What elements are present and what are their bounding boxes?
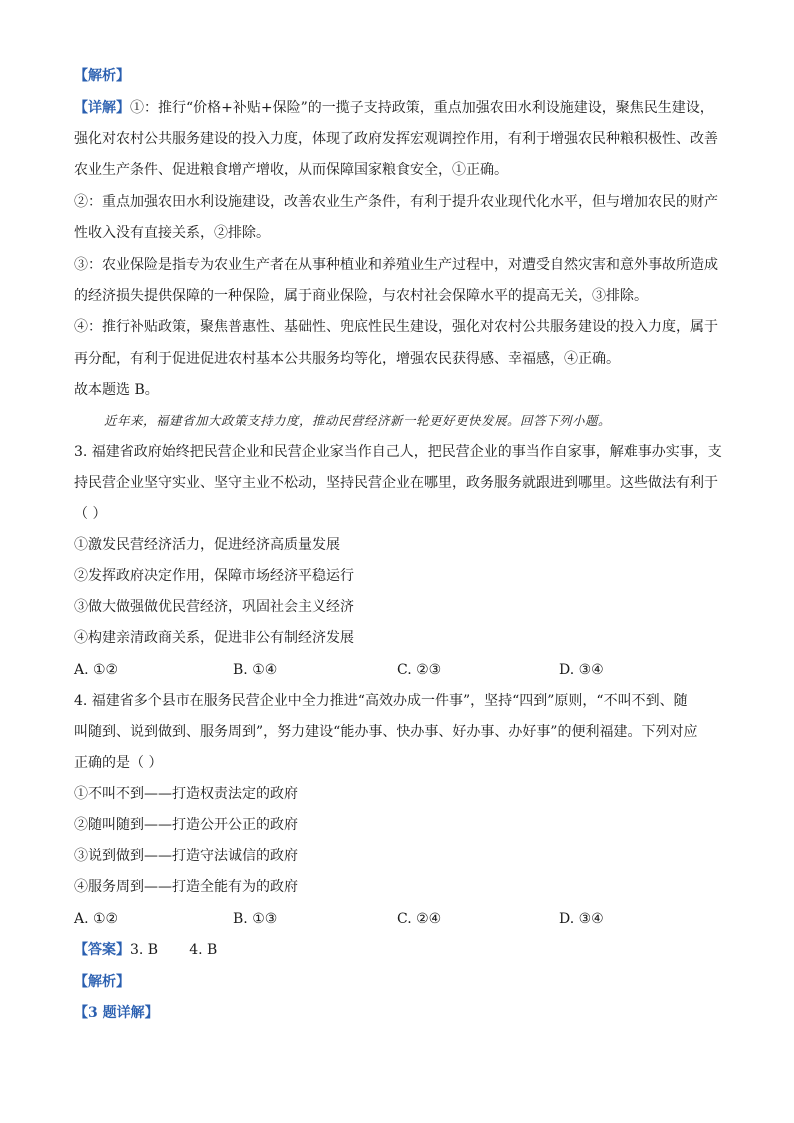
answer-text: 3. B 4. B	[130, 942, 218, 958]
intro-text: 近年来，福建省加大政策支持力度，推动民营经济新一轮更好更快发展。回答下列小题。	[104, 413, 612, 428]
q4-item-1: ①不叫不到——打造权责法定的政府	[74, 786, 298, 802]
analysis-heading-2: 【解析】	[74, 974, 130, 990]
q4-option-d: D. ③④	[559, 911, 604, 927]
q3-item-4: ④构建亲清政商关系，促进非公有制经济发展	[74, 630, 354, 646]
detail-line-4: ②：重点加强农田水利设施建设，改善农业生产条件，有利于提升农业现代化水平，但与增加农民的财产	[74, 194, 718, 210]
q3-option-c: C. ②③	[397, 662, 442, 678]
detail-text: ①：推行“价格+补贴+保险”的一揽子支持政策，重点加强农田水利设施建设，聚焦民生建设，	[130, 100, 714, 116]
answer-line	[74, 941, 724, 959]
q3-stem-3: （ ）	[74, 506, 107, 522]
detail-line-9: 再分配，有利于促进促进农村基本公共服务均等化，增强农民获得感、幸福感，④正确。	[74, 351, 620, 367]
q4-stem-1: 4. 福建省多个县市在服务民营企业中全力推进“高效办成一件事”，坚持“四到”原则，“不叫不到、随	[74, 693, 688, 709]
conclusion: 故本题选 B。	[74, 382, 159, 398]
q4-stem-2: 叫随到、说到做到、服务周到”，努力建设“能办事、快办事、好办事、办好事”的便利福建。下列对应	[74, 724, 698, 740]
detail-line-6: ③：农业保险是指专为农业生产者在从事种植业和养殖业生产过程中，对遭受自然灾害和意外事故所造成	[74, 257, 718, 273]
answer-tag: 【答案】	[74, 942, 130, 958]
detail-line-8: ④：推行补贴政策，聚焦普惠性、基础性、兜底性民生建设，强化对农村公共服务建设的投入力度，属于	[74, 319, 718, 335]
detail-line-3: 农业生产条件、促进粮食增产增收，从而保障国家粮食安全，①正确。	[74, 162, 508, 178]
detail-line-7: 的经济损失提供保障的一种保险，属于商业保险，与农村社会保障水平的提高无关，③排除。	[74, 288, 648, 304]
q3-detail-heading: 【3 题详解】	[74, 1005, 159, 1021]
q4-item-4: ④服务周到——打造全能有为的政府	[74, 879, 298, 895]
detail-tag: 【详解】	[74, 100, 130, 116]
q4-item-3: ③说到做到——打造守法诚信的政府	[74, 848, 298, 864]
q4-option-b: B. ①③	[233, 911, 278, 927]
q3-stem-1: 3. 福建省政府始终把民营企业和民营企业家当作自己人，把民营企业的事当作自家事，解难事办实事，支	[74, 444, 722, 460]
q3-stem-2: 持民营企业坚守实业、坚守主业不松动，坚持民营企业在哪里，政务服务就跟进到哪里。这些做法有利于	[74, 475, 718, 491]
q3-option-d: D. ③④	[559, 662, 604, 678]
detail-line-5: 性收入没有直接关系，②排除。	[74, 225, 270, 241]
q4-stem-3: 正确的是（ ）	[74, 755, 163, 771]
q3-item-3: ③做大做强做优民营经济，巩固社会主义经济	[74, 599, 354, 615]
q3-option-b: B. ①④	[233, 662, 278, 678]
analysis-heading: 【解析】	[74, 68, 130, 84]
detail-line-2: 强化对农村公共服务建设的投入力度，体现了政府发挥宏观调控作用，有利于增强农民种粮积极性、改善	[74, 131, 718, 147]
q3-item-1: ①激发民营经济活力，促进经济高质量发展	[74, 537, 340, 553]
q4-option-a: A. ①②	[74, 911, 119, 927]
q3-item-2: ②发挥政府决定作用，保障市场经济平稳运行	[74, 568, 354, 584]
detail-line-1	[74, 99, 724, 117]
q4-option-c: C. ②④	[397, 911, 442, 927]
q4-item-2: ②随叫随到——打造公开公正的政府	[74, 817, 298, 833]
q3-option-a: A. ①②	[74, 662, 119, 678]
